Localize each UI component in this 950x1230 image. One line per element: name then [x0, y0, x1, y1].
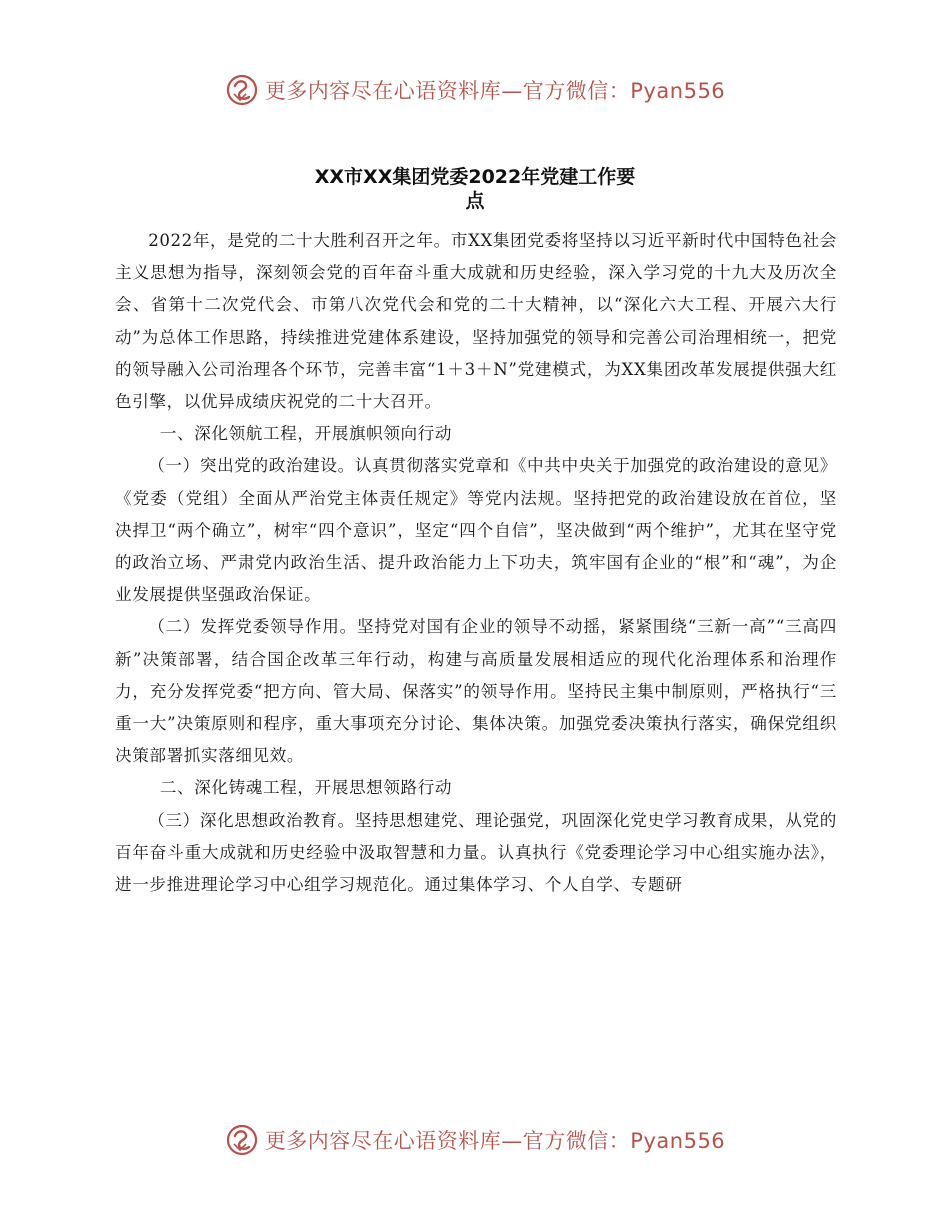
heart-swirl-logo-icon — [225, 1123, 259, 1157]
section-heading-2: 二、深化铸魂工程，开展思想领路行动 — [159, 778, 453, 798]
header-watermark-text: 更多内容尽在心语资料库—官方微信：Pyan556 — [264, 79, 726, 103]
header-watermark-banner — [0, 68, 950, 112]
footer-watermark-text: 更多内容尽在心语资料库—官方微信：Pyan556 — [264, 1129, 726, 1153]
body-paragraph-3: （三）深化思想政治教育。坚持思想建党、理论强党，巩固深化党史学习教育成果，从党的百年奋斗重大成就和历史经验中汲取智慧和力量。认真执行《党委理论学习中心组实施办法》，进一步推进理论学习中心组学习规范化。通过集体学习、个人自学、专题研 — [115, 810, 837, 895]
heart-swirl-logo-icon — [225, 73, 259, 107]
section-heading-1: 一、深化领航工程，开展旗帜领向行动 — [159, 424, 453, 444]
title-line-1: XX市XX集团党委2022年党建工作要 — [314, 166, 636, 188]
document-title — [0, 165, 950, 213]
document-body — [115, 225, 837, 901]
body-paragraph-2: （二）发挥党委领导作用。坚持党对国有企业的领导不动摇，紧紧围绕“三新一高”“三高四新”决策部署，结合国企改革三年行动，构建与高质量发展相适应的现代化治理体系和治理作力，充分发挥党委“把方向、管大局、保落实”的领导作用。坚持民主集中制原则，严格执行“三重一大”决策原则和程序，重大事项充分讨论、集体决策。加强党委决策执行落实，确保党组织决策部署抓实落细见效。 — [115, 617, 837, 766]
footer-watermark-banner — [0, 1118, 950, 1162]
title-line-2: 点 — [465, 190, 485, 212]
body-paragraph-1: （一）突出党的政治建设。认真贯彻落实党章和《中共中央关于加强党的政治建设的意见》《党委（党组）全面从严治党主体责任规定》等党内法规。坚持把党的政治建设放在首位，坚决捍卫“两个确立”，树牢“四个意识”，坚定“四个自信”，坚决做到“两个维护”，尤其在坚守党的政治立场、严肃党内政治生活、提升政治能力上下功夫，筑牢国有企业的“根”和“魂”，为企业发展提供坚强政治保证。 — [115, 456, 837, 605]
intro-paragraph: 2022年，是党的二十大胜利召开之年。市XX集团党委将坚持以习近平新时代中国特色社会主义思想为指导，深刻领会党的百年奋斗重大成就和历史经验，深入学习党的十九大及历次全会、省第十二次党代会、市第八次党代会和党的二十大精神，以“深化六大工程、开展六大行动”为总体工作思路，持续推进党建体系建设，坚持加强党的领导和完善公司治理相统一，把党的领导融入公司治理各个环节，完善丰富“1＋3＋N”党建模式，为XX集团改革发展提供强大红色引擎，以优异成绩庆祝党的二十大召开。 — [115, 231, 837, 412]
